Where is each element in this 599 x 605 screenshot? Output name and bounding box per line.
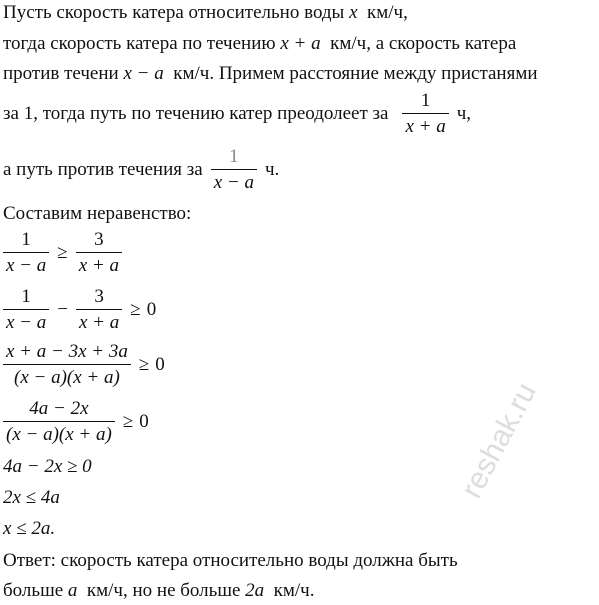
denominator: x + a: [405, 116, 446, 137]
paragraph-line-1: [3, 2, 408, 24]
expr-x-minus-a: x − a: [123, 63, 164, 84]
denominator: x + a: [78, 312, 120, 333]
zero: 0: [155, 353, 165, 375]
fraction-1-over-x-plus-a: [402, 90, 448, 137]
expr-x-plus-a: x + a: [280, 33, 321, 54]
fraction: [3, 229, 49, 276]
numerator: x + a − 3x + 3a: [6, 341, 128, 362]
numerator: 3: [94, 286, 104, 307]
watermark-logo: reshak.ru: [455, 377, 543, 504]
step-7: [3, 518, 55, 540]
unit-kmh: км/ч.: [273, 580, 315, 601]
geq-sign: ≥: [122, 410, 134, 432]
text: , но не больше: [122, 580, 246, 601]
text: 2x ≤ 4a: [3, 487, 60, 508]
step-5: [3, 456, 92, 478]
compose-heading: [3, 203, 191, 225]
numerator: 3: [94, 229, 104, 250]
text: Пусть скорость катера относительно воды: [3, 2, 350, 23]
numerator: 1: [21, 286, 31, 307]
step-3-inequality: [3, 341, 165, 388]
denominator: x + a: [78, 255, 119, 276]
unit-kmh: км/ч: [330, 33, 367, 54]
denominator: x − a: [213, 172, 254, 193]
text: x ≤ 2a.: [3, 518, 56, 539]
step-1-inequality: [3, 229, 124, 276]
fraction: [3, 398, 115, 445]
unit-kmh: км/ч: [86, 580, 123, 601]
numerator: 1: [229, 146, 239, 167]
geq-sign: ≥: [138, 353, 150, 375]
text: за 1, тогда путь по течению катер преодолеет за: [3, 102, 389, 124]
numerator: 4a − 2x: [29, 398, 89, 419]
var-x: x: [349, 2, 358, 23]
unit-kmh: км/ч,: [367, 2, 408, 23]
fraction: [3, 286, 49, 333]
answer-line-1: [3, 550, 458, 572]
text: , а скорость катера: [366, 33, 517, 54]
step-4-inequality: [3, 398, 149, 445]
paragraph-line-3: [3, 63, 538, 85]
text: тогда скорость катера по течению: [3, 33, 281, 54]
text: против течени: [3, 63, 124, 84]
unit-kmh: км/ч: [173, 63, 210, 84]
unit-hour: ч.: [264, 158, 280, 180]
paragraph-line-2: [3, 33, 516, 55]
text: больше: [3, 580, 68, 601]
fraction: [76, 286, 122, 333]
fraction-1-over-x-minus-a: [211, 146, 257, 193]
denominator: x − a: [6, 255, 47, 276]
fraction: [3, 341, 131, 388]
fraction: [76, 229, 122, 276]
step-6: [3, 487, 60, 509]
text: Ответ: скорость катера относительно воды должна быть: [3, 550, 458, 571]
answer-line-2: [3, 580, 314, 602]
var-a: a: [67, 580, 78, 601]
denominator: (x − a)(x + a): [14, 367, 120, 388]
paragraph-line-4: [3, 90, 471, 137]
minus-sign: −: [57, 298, 68, 320]
denominator: x − a: [6, 312, 47, 333]
text: Составим неравенство:: [3, 203, 192, 224]
text: а путь против течения за: [3, 158, 203, 180]
zero: 0: [146, 298, 157, 320]
numerator: 1: [420, 90, 431, 111]
numerator: 1: [21, 229, 31, 250]
geq-sign: ≥: [57, 241, 68, 263]
text: 4a − 2x ≥ 0: [3, 456, 92, 477]
unit-hour: ч,: [456, 102, 472, 124]
paragraph-line-5: [3, 146, 279, 193]
step-2-inequality: [3, 286, 156, 333]
denominator: (x − a)(x + a): [6, 424, 112, 445]
expr-2a: 2a: [245, 580, 265, 601]
geq-sign: ≥: [130, 298, 141, 320]
text: . Примем расстояние между пристанями: [209, 63, 538, 84]
zero: 0: [139, 410, 149, 432]
